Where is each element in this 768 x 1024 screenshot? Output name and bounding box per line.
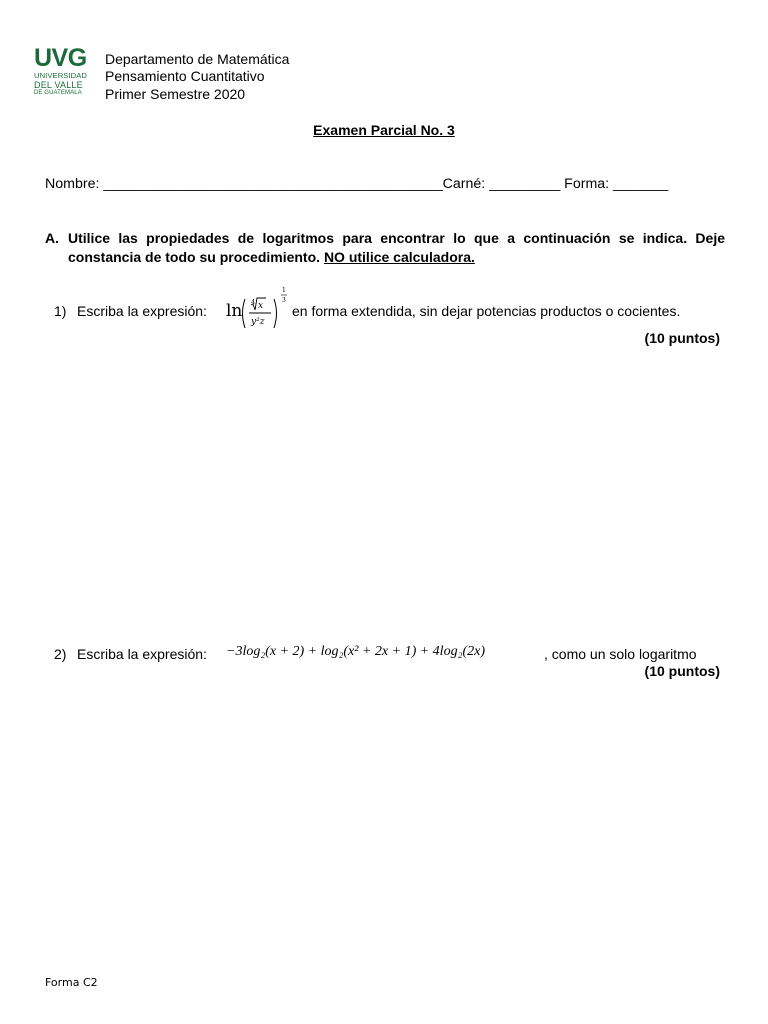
question-2-expression: −3log₂(x + 2) + log₂(x² + 2x + 1) + 4log₂(2x) (226, 644, 485, 659)
section-instruction-block (68, 229, 725, 266)
student-info-line (45, 176, 668, 192)
logo-line2: DEL VALLE (34, 79, 83, 90)
forma-label: Forma: (564, 176, 610, 192)
question-2-points: (10 puntos) (644, 663, 720, 679)
forma-field[interactable]: _______ (613, 176, 669, 192)
carne-label: Carné: (442, 176, 486, 192)
question-1-points: (10 puntos) (644, 330, 720, 346)
carne-field[interactable]: _________ (489, 176, 561, 192)
question-2-number: 2) (54, 646, 67, 662)
exponent-numerator: 1 (282, 287, 286, 294)
ln-function: ln (226, 301, 243, 321)
logo-line1: UNIVERSIDAD (34, 71, 87, 80)
exponent-denominator: 3 (282, 297, 286, 304)
question-1-expression (226, 286, 288, 332)
logo-line3: DE GUATEMALA (34, 89, 82, 96)
root-index: 4 (251, 298, 256, 306)
question-1-prefix: Escriba la expresión: (77, 303, 207, 319)
name-field[interactable]: ___________________________________________ (103, 176, 443, 192)
section-a (45, 229, 725, 266)
question-2-prefix: Escriba la expresión: (77, 646, 207, 662)
radicand: x (258, 301, 264, 311)
section-instruction: Utilice las propiedades de logaritmos para encontrar lo que a continuación se indica. Deje constancia de todo su procedimiento. (68, 230, 725, 265)
course-name: Pensamiento Cuantitativo (105, 68, 265, 84)
question-1-number: 1) (54, 303, 67, 319)
department-name: Departamento de Matemática (105, 51, 290, 67)
section-letter: A. (45, 230, 59, 246)
denominator: y²z (251, 317, 265, 327)
right-paren (274, 299, 277, 328)
left-paren (243, 299, 246, 328)
logo-abbr: UVG (34, 44, 87, 72)
question-2-suffix: , como un solo logaritmo (544, 646, 697, 662)
section-warning: NO utilice calculadora. (323, 248, 475, 265)
exam-title: Examen Parcial No. 3 (313, 122, 455, 138)
name-label: Nombre: (45, 176, 100, 192)
term-name: Primer Semestre 2020 (105, 86, 246, 102)
question-1-suffix: en forma extendida, sin dejar potencias productos o cocientes. (292, 303, 681, 319)
university-logo (34, 46, 94, 106)
form-code-footer: Forma C2 (45, 976, 98, 989)
